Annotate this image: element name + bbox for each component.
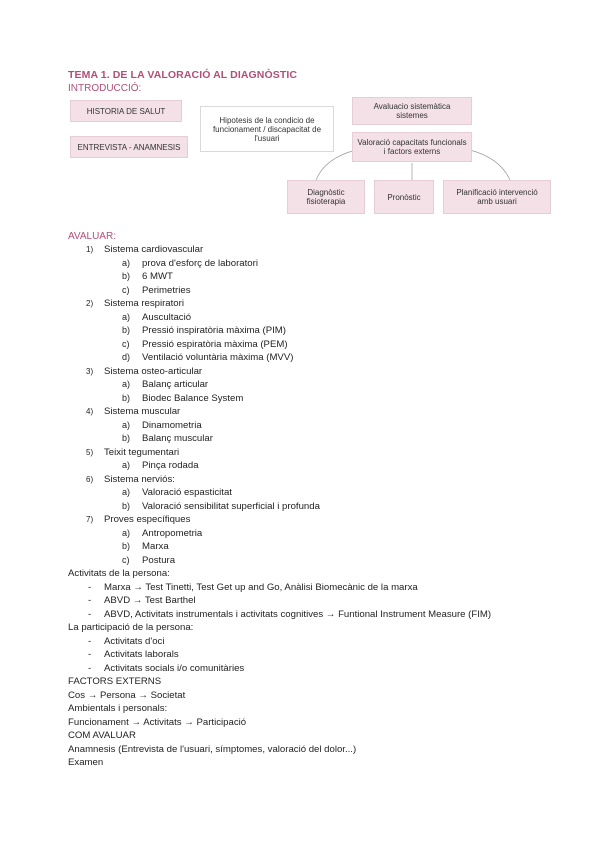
diagram-box-historia — [70, 100, 182, 122]
list-item — [68, 392, 588, 406]
list-number: 7) — [86, 515, 94, 524]
diagram-box-avaluacio — [352, 97, 472, 125]
list-letter: b) — [122, 433, 131, 443]
list-item — [68, 500, 588, 514]
sub-item-text: Postura — [142, 554, 176, 566]
list-item — [68, 243, 588, 257]
participacio-label: La participació de la persona: — [68, 622, 194, 633]
dash-bullet: - — [88, 595, 92, 606]
activitat-text: Marxa → Test Tinetti, Test Get up and Go, Anàlisi Biomecànic de la marxa — [104, 581, 418, 593]
list-number: 5) — [86, 447, 94, 457]
system-label: Sistema osteo-articular — [104, 365, 203, 377]
list-item — [68, 378, 588, 392]
diagram-box-valoracio-label: Valoració capacitats funcionals i factors externs — [357, 138, 467, 156]
list-letter: b) — [122, 541, 131, 551]
list-number: 4) — [86, 407, 94, 416]
text-line — [68, 689, 588, 703]
list-item — [68, 648, 588, 662]
text-line — [68, 756, 588, 770]
system-label: Sistema muscular — [104, 406, 181, 417]
list-item — [68, 608, 588, 622]
list-item — [68, 338, 588, 352]
list-letter: a) — [122, 527, 131, 538]
list-item — [68, 324, 588, 338]
sub-item-text: Valoració espasticitat — [142, 487, 232, 498]
factors-externs-heading: FACTORS EXTERNS — [68, 676, 162, 687]
list-item — [68, 297, 588, 311]
dash-bullet: - — [88, 608, 92, 620]
list-item — [68, 405, 588, 419]
diagram-box-pronostic — [374, 180, 434, 214]
sub-item-text: Auscultació — [142, 311, 192, 323]
diagram-box-pronostic-label: Pronòstic — [387, 192, 421, 202]
list-item — [68, 581, 588, 595]
list-item — [68, 419, 588, 433]
sub-item-text: Pressió espiratòria màxima (PEM) — [142, 338, 288, 350]
list-number: 2) — [86, 299, 94, 308]
text-line-content: Funcionament → Activitats → Participació — [68, 716, 247, 728]
list-letter: a) — [122, 487, 131, 497]
sub-item-text: Perimetries — [142, 284, 191, 296]
sub-item-text: Marxa — [142, 541, 169, 552]
list-item — [68, 446, 588, 460]
dash-bullet: - — [88, 649, 92, 660]
activitats-label: Activitats de la persona: — [68, 568, 170, 579]
list-letter: b) — [122, 392, 131, 403]
list-item — [68, 662, 588, 676]
list-item — [68, 473, 588, 487]
list-item — [68, 257, 588, 271]
list-number: 3) — [86, 366, 94, 376]
list-item — [68, 594, 588, 608]
list-letter: a) — [122, 311, 131, 322]
activitat-text: ABVD → Test Barthel — [104, 595, 196, 606]
sub-item-text: Dinamometria — [142, 419, 202, 431]
text-line-content: Examen — [68, 757, 104, 768]
diagram-box-planificacio-label: Planificació intervenció amb usuari — [456, 188, 538, 206]
list-letter: c) — [122, 284, 130, 295]
text-line — [68, 743, 588, 757]
text-line — [68, 716, 588, 730]
diagram-box-diagnostic-label: Diagnòstic fisioterapia — [306, 188, 346, 206]
sub-item-text: 6 MWT — [142, 271, 173, 282]
intro-heading: INTRODUCCIÓ: — [68, 83, 142, 94]
list-letter: b) — [122, 500, 131, 511]
text-line — [68, 702, 588, 716]
content-list — [68, 243, 588, 770]
list-letter: c) — [122, 338, 130, 349]
list-letter: a) — [122, 460, 131, 470]
diagram-box-historia-label: HISTORIA DE SALUT — [86, 106, 166, 116]
activitat-text: ABVD, Activitats instrumentals i activitats cognitives → Funtional Instrument Measure (FIM) — [104, 608, 492, 620]
list-item — [68, 527, 588, 541]
connector-right — [470, 150, 510, 180]
list-item — [68, 270, 588, 284]
system-label: Sistema respiratori — [104, 298, 184, 309]
dash-bullet: - — [88, 662, 92, 674]
text-line-content: Cos → Persona → Societat — [68, 689, 186, 701]
diagram-box-diagnostic — [287, 180, 365, 214]
text-line-content: Anamnesis (Entrevista de l'usuari, símptomes, valoració del dolor...) — [68, 743, 357, 755]
list-item — [68, 284, 588, 298]
system-label: Proves específiques — [104, 514, 191, 525]
avaluar-heading: AVALUAR: — [68, 231, 116, 242]
sub-item-text: Balanç articular — [142, 379, 209, 390]
com-avaluar-heading: COM AVALUAR — [68, 730, 136, 741]
section-heading — [68, 621, 588, 635]
sub-item-text: Balanç muscular — [142, 433, 213, 444]
list-item — [68, 351, 588, 365]
list-item — [68, 459, 588, 473]
system-label: Sistema cardiovascular — [104, 244, 204, 255]
system-label: Teixit tegumentari — [104, 446, 180, 458]
connector-left — [316, 150, 356, 180]
list-item — [68, 365, 588, 379]
sub-item-text: Ventilació voluntària màxima (MVV) — [142, 352, 294, 363]
participacio-text: Activitats laborals — [104, 649, 179, 660]
diagram-box-avaluacio-label: Avaluacio sistemàtica sistemes — [373, 102, 451, 120]
list-letter: d) — [122, 352, 131, 362]
list-letter: b) — [122, 271, 131, 281]
list-item — [68, 486, 588, 500]
dash-bullet: - — [88, 635, 92, 647]
diagram-box-hipotesis-label: Hipotesis de la condicio de funcionament / discapacitat de l'usuari — [212, 115, 322, 143]
dash-bullet: - — [88, 581, 92, 593]
sub-item-text: Pressió inspiratòria màxima (PIM) — [142, 325, 286, 336]
diagram-box-hipotesis — [200, 106, 334, 152]
list-letter: a) — [122, 379, 131, 389]
system-label: Sistema nerviós: — [104, 473, 175, 485]
list-item — [68, 554, 588, 568]
diagram-box-entrevista — [70, 136, 188, 158]
text-line — [68, 729, 588, 743]
participacio-text: Activitats d'oci — [104, 635, 165, 647]
diagram-box-valoracio — [352, 132, 472, 162]
section-heading — [68, 567, 588, 581]
list-letter: b) — [122, 325, 131, 335]
page-title: TEMA 1. DE LA VALORACIÓ AL DIAGNÒSTIC — [68, 69, 298, 81]
list-number: 6) — [86, 474, 94, 484]
list-letter: c) — [122, 554, 130, 565]
list-item — [68, 540, 588, 554]
sub-item-text: prova d'esforç de laboratori — [142, 257, 258, 269]
list-item — [68, 513, 588, 527]
sub-item-text: Biodec Balance System — [142, 392, 244, 404]
participacio-text: Activitats socials i/o comunitàries — [104, 662, 245, 674]
list-letter: a) — [122, 257, 131, 268]
list-item — [68, 311, 588, 325]
list-item — [68, 635, 588, 649]
list-number: 1) — [86, 245, 94, 254]
text-line — [68, 675, 588, 689]
sub-item-text: Pinça rodada — [142, 460, 199, 471]
list-item — [68, 432, 588, 446]
text-line-content: Ambientals i personals: — [68, 703, 168, 714]
sub-item-text: Antropometria — [142, 527, 203, 539]
list-letter: a) — [122, 419, 131, 430]
sub-item-text: Valoració sensibilitat superficial i profunda — [142, 500, 320, 512]
diagram-box-entrevista-label: ENTREVISTA - ANAMNESIS — [77, 142, 181, 152]
diagram-box-planificacio — [443, 180, 551, 214]
